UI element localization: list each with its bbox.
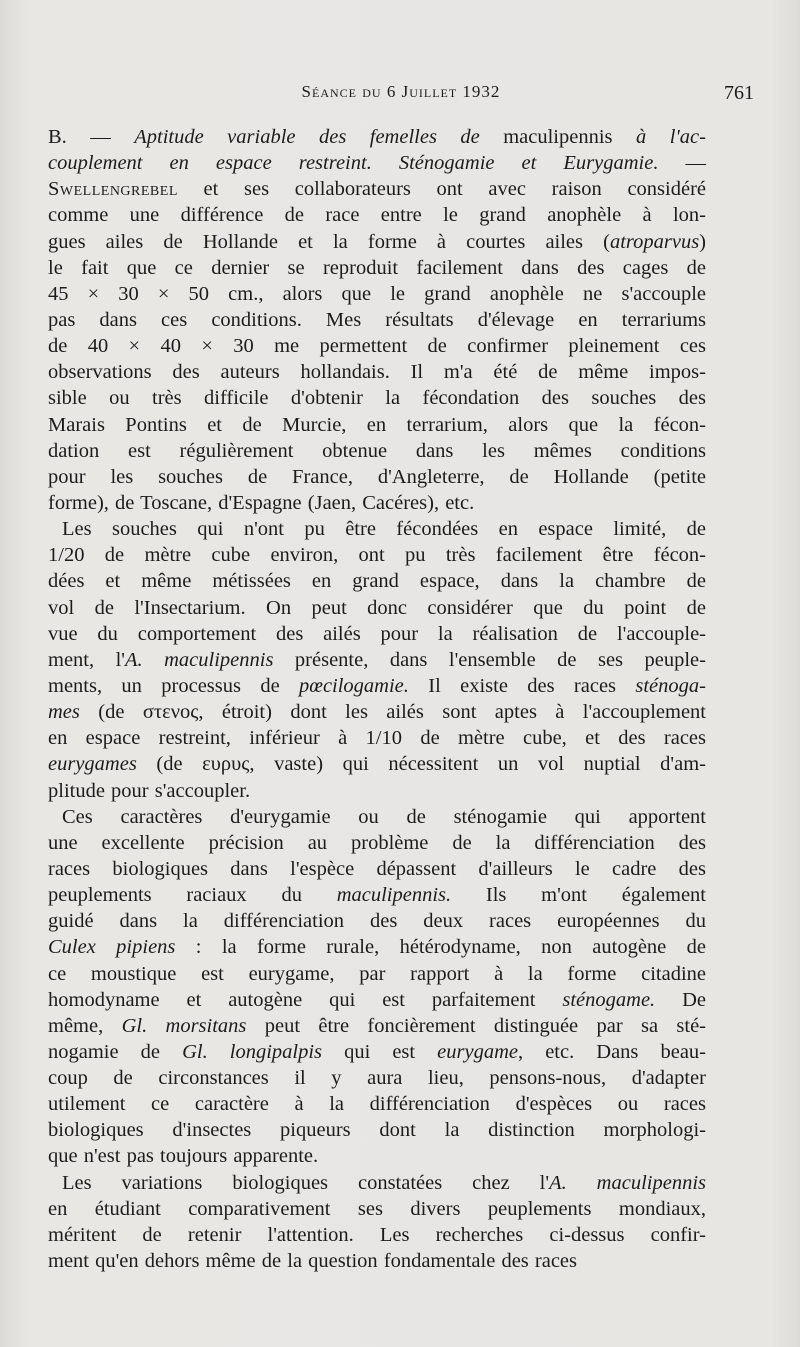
text-segment: Les variations biologiques constatées chez l' bbox=[62, 1171, 550, 1194]
italic-text: mes bbox=[48, 701, 80, 724]
italic-text: sténogame. bbox=[562, 988, 656, 1011]
italic-text: à l'ac- bbox=[636, 126, 706, 148]
italic-text: Aptitude variable des femelles de bbox=[134, 126, 480, 148]
text-segment: guidé dans la différenciation des deux races européennes du bbox=[48, 910, 706, 933]
text-segment: biologiques d'insectes piqueurs dont la distinction morphologi- bbox=[48, 1119, 706, 1142]
text-segment: peuplements raciaux du bbox=[48, 884, 337, 907]
text-line bbox=[48, 673, 706, 699]
italic-text: atroparvus bbox=[609, 230, 700, 253]
text-segment: sible ou très difficile d'obtenir la fécondation des souches des bbox=[48, 387, 706, 410]
italic-text: Gl. longipalpis bbox=[182, 1040, 323, 1063]
text-line bbox=[48, 647, 706, 673]
text-segment: comme une différence de race entre le grand anophèle à lon- bbox=[48, 204, 706, 227]
text-line bbox=[48, 124, 706, 150]
text-segment: observations des auteurs hollandais. Il m'a été de même impos- bbox=[48, 361, 706, 384]
text-line bbox=[48, 255, 706, 281]
text-line bbox=[48, 987, 706, 1013]
italic-text: A. maculipennis bbox=[124, 648, 274, 671]
text-segment: plitude pour s'accoupler. bbox=[48, 779, 251, 802]
text-line bbox=[48, 778, 706, 804]
text-segment: qui est bbox=[322, 1040, 438, 1063]
text-line bbox=[48, 490, 706, 516]
text-segment: Ces caractères d'eurygamie ou de sténogamie qui apportent bbox=[62, 805, 706, 828]
text-line bbox=[48, 621, 706, 647]
text-segment: ce moustique est eurygame, par rapport à la forme citadine bbox=[48, 962, 706, 985]
page-number: 761 bbox=[724, 82, 754, 104]
body-text bbox=[48, 124, 706, 1274]
text-line bbox=[48, 1117, 706, 1143]
text-segment: : la forme rurale, hétérodyname, non autogène de bbox=[175, 936, 706, 959]
paragraph bbox=[48, 124, 706, 516]
text-line bbox=[48, 333, 706, 359]
text-segment: et ses collaborateurs ont avec raison considéré bbox=[177, 178, 706, 201]
text-line bbox=[48, 1013, 706, 1039]
italic-text: pœcilogamie. bbox=[299, 674, 409, 697]
text-line bbox=[48, 856, 706, 882]
author-name: Swellengrebel bbox=[48, 178, 178, 201]
text-segment: méritent de retenir l'attention. Les recherches ci-dessus confir- bbox=[48, 1223, 706, 1246]
text-line bbox=[48, 542, 706, 568]
text-line bbox=[48, 1222, 706, 1248]
text-segment: ) bbox=[699, 230, 706, 253]
text-segment: De bbox=[655, 988, 706, 1011]
text-line bbox=[48, 464, 706, 490]
text-line bbox=[48, 1039, 706, 1065]
text-line bbox=[48, 882, 706, 908]
text-segment: Les souches qui n'ont pu être fécondées en espace limité, de bbox=[62, 518, 706, 541]
text-segment: Il existe des races bbox=[408, 674, 636, 697]
text-segment: ment, l' bbox=[48, 648, 125, 671]
text-line bbox=[48, 281, 706, 307]
text-line bbox=[48, 1091, 706, 1117]
text-line bbox=[48, 150, 706, 176]
running-header bbox=[48, 82, 754, 112]
text-segment: dées et même métissées en grand espace, dans la chambre de bbox=[48, 570, 706, 593]
italic-text: sténoga- bbox=[635, 674, 706, 697]
paragraph bbox=[48, 804, 706, 1170]
text-segment: vue du comportement des ailés pour la réalisation de l'accouple- bbox=[48, 622, 706, 645]
text-line bbox=[48, 229, 706, 255]
text-line bbox=[48, 307, 706, 333]
italic-text: Gl. morsitans bbox=[121, 1014, 247, 1037]
text-segment: pas dans ces conditions. Mes résultats d'élevage en terrariums bbox=[48, 308, 706, 331]
text-segment: Marais Pontins et de Murcie, en terrarium, alors que la fécon- bbox=[48, 413, 706, 436]
text-segment: ments, un processus de bbox=[48, 674, 300, 697]
text-segment: forme), de Toscane, d'Espagne (Jaen, Cacéres), etc. bbox=[48, 491, 475, 514]
text-segment: que n'est pas toujours apparente. bbox=[48, 1145, 319, 1168]
text-line bbox=[48, 1170, 706, 1196]
text-line bbox=[48, 359, 706, 385]
text-line bbox=[48, 934, 706, 960]
text-segment: 45 × 30 × 50 cm., alors que le grand anophèle ne s'accouple bbox=[48, 282, 706, 305]
text-line bbox=[48, 438, 706, 464]
italic-text: eurygames bbox=[48, 753, 137, 776]
text-line bbox=[48, 202, 706, 228]
text-segment: présente, dans l'ensemble de ses peuple- bbox=[273, 648, 706, 671]
text-line bbox=[48, 176, 706, 202]
text-segment: vol de l'Insectarium. On peut donc considérer que du point de bbox=[48, 596, 706, 619]
text-line bbox=[48, 804, 706, 830]
text-segment: de 40 × 40 × 30 me permettent de confirmer pleinement ces bbox=[48, 335, 706, 358]
text-segment: pour les souches de France, d'Angleterre, de Hollande (petite bbox=[48, 465, 706, 488]
text-segment: coup de circonstances il y aura lieu, pensons-nous, d'adapter bbox=[48, 1067, 706, 1090]
text-segment: Ils m'ont également bbox=[451, 884, 706, 907]
italic-text: Culex pipiens bbox=[48, 936, 176, 959]
text-segment: gues ailes de Hollande et la forme à courtes ailes ( bbox=[48, 230, 610, 253]
text-line bbox=[48, 568, 706, 594]
italic-text: maculipennis. bbox=[336, 884, 452, 907]
text-line bbox=[48, 830, 706, 856]
text-segment: maculipennis bbox=[479, 126, 636, 148]
text-line bbox=[48, 1248, 706, 1274]
text-segment: B. — bbox=[48, 126, 135, 148]
text-segment: en étudiant comparativement ses divers peuplements mondiaux, bbox=[48, 1197, 706, 1220]
paragraph bbox=[48, 516, 706, 804]
text-segment: nogamie de bbox=[48, 1040, 183, 1063]
text-segment: races biologiques dans l'espèce dépassent d'ailleurs le cadre des bbox=[48, 857, 706, 880]
text-segment: le fait que ce dernier se reproduit facilement dans des cages de bbox=[48, 256, 706, 279]
text-line bbox=[48, 699, 706, 725]
text-segment: peut être foncièrement distinguée par sa sté- bbox=[246, 1014, 707, 1037]
text-segment: , etc. Dans beau- bbox=[518, 1040, 706, 1063]
text-segment: utilement ce caractère à la différenciation d'espèces ou races bbox=[48, 1093, 706, 1116]
text-segment: une excellente précision au problème de la différenciation des bbox=[48, 831, 706, 854]
italic-text: A. maculipennis bbox=[549, 1171, 707, 1194]
text-line bbox=[48, 595, 706, 621]
text-line bbox=[48, 751, 706, 777]
text-segment: même, bbox=[48, 1014, 122, 1037]
text-line bbox=[48, 385, 706, 411]
text-line bbox=[48, 908, 706, 934]
text-line bbox=[48, 725, 706, 751]
text-line bbox=[48, 412, 706, 438]
text-line bbox=[48, 961, 706, 987]
text-segment: (de στενος, étroit) dont les ailés sont aptes à l'accouplement bbox=[79, 701, 706, 724]
text-line bbox=[48, 516, 706, 542]
text-line bbox=[48, 1196, 706, 1222]
text-segment: en espace restreint, inférieur à 1/10 de mètre cube, et des races bbox=[48, 727, 706, 750]
running-title: Séance du 6 Juillet 1932 bbox=[301, 82, 501, 101]
text-segment: ment qu'en dehors même de la question fondamentale des races bbox=[48, 1250, 577, 1273]
text-segment: 1/20 de mètre cube environ, ont pu très facilement être fécon- bbox=[48, 544, 706, 567]
text-segment: (de ευρυς, vaste) qui nécessitent un vol nuptial d'am- bbox=[136, 753, 706, 776]
paragraph bbox=[48, 1170, 706, 1275]
text-segment: homodyname et autogène qui est parfaitement bbox=[48, 988, 563, 1011]
text-segment: dation est régulièrement obtenue dans les mêmes conditions bbox=[48, 439, 706, 462]
text-segment: — bbox=[658, 152, 706, 175]
italic-text: couplement en espace restreint. Sténogamie et Eurygamie. bbox=[48, 152, 659, 175]
text-line bbox=[48, 1065, 706, 1091]
italic-text: eurygame bbox=[437, 1040, 519, 1063]
text-line bbox=[48, 1143, 706, 1169]
